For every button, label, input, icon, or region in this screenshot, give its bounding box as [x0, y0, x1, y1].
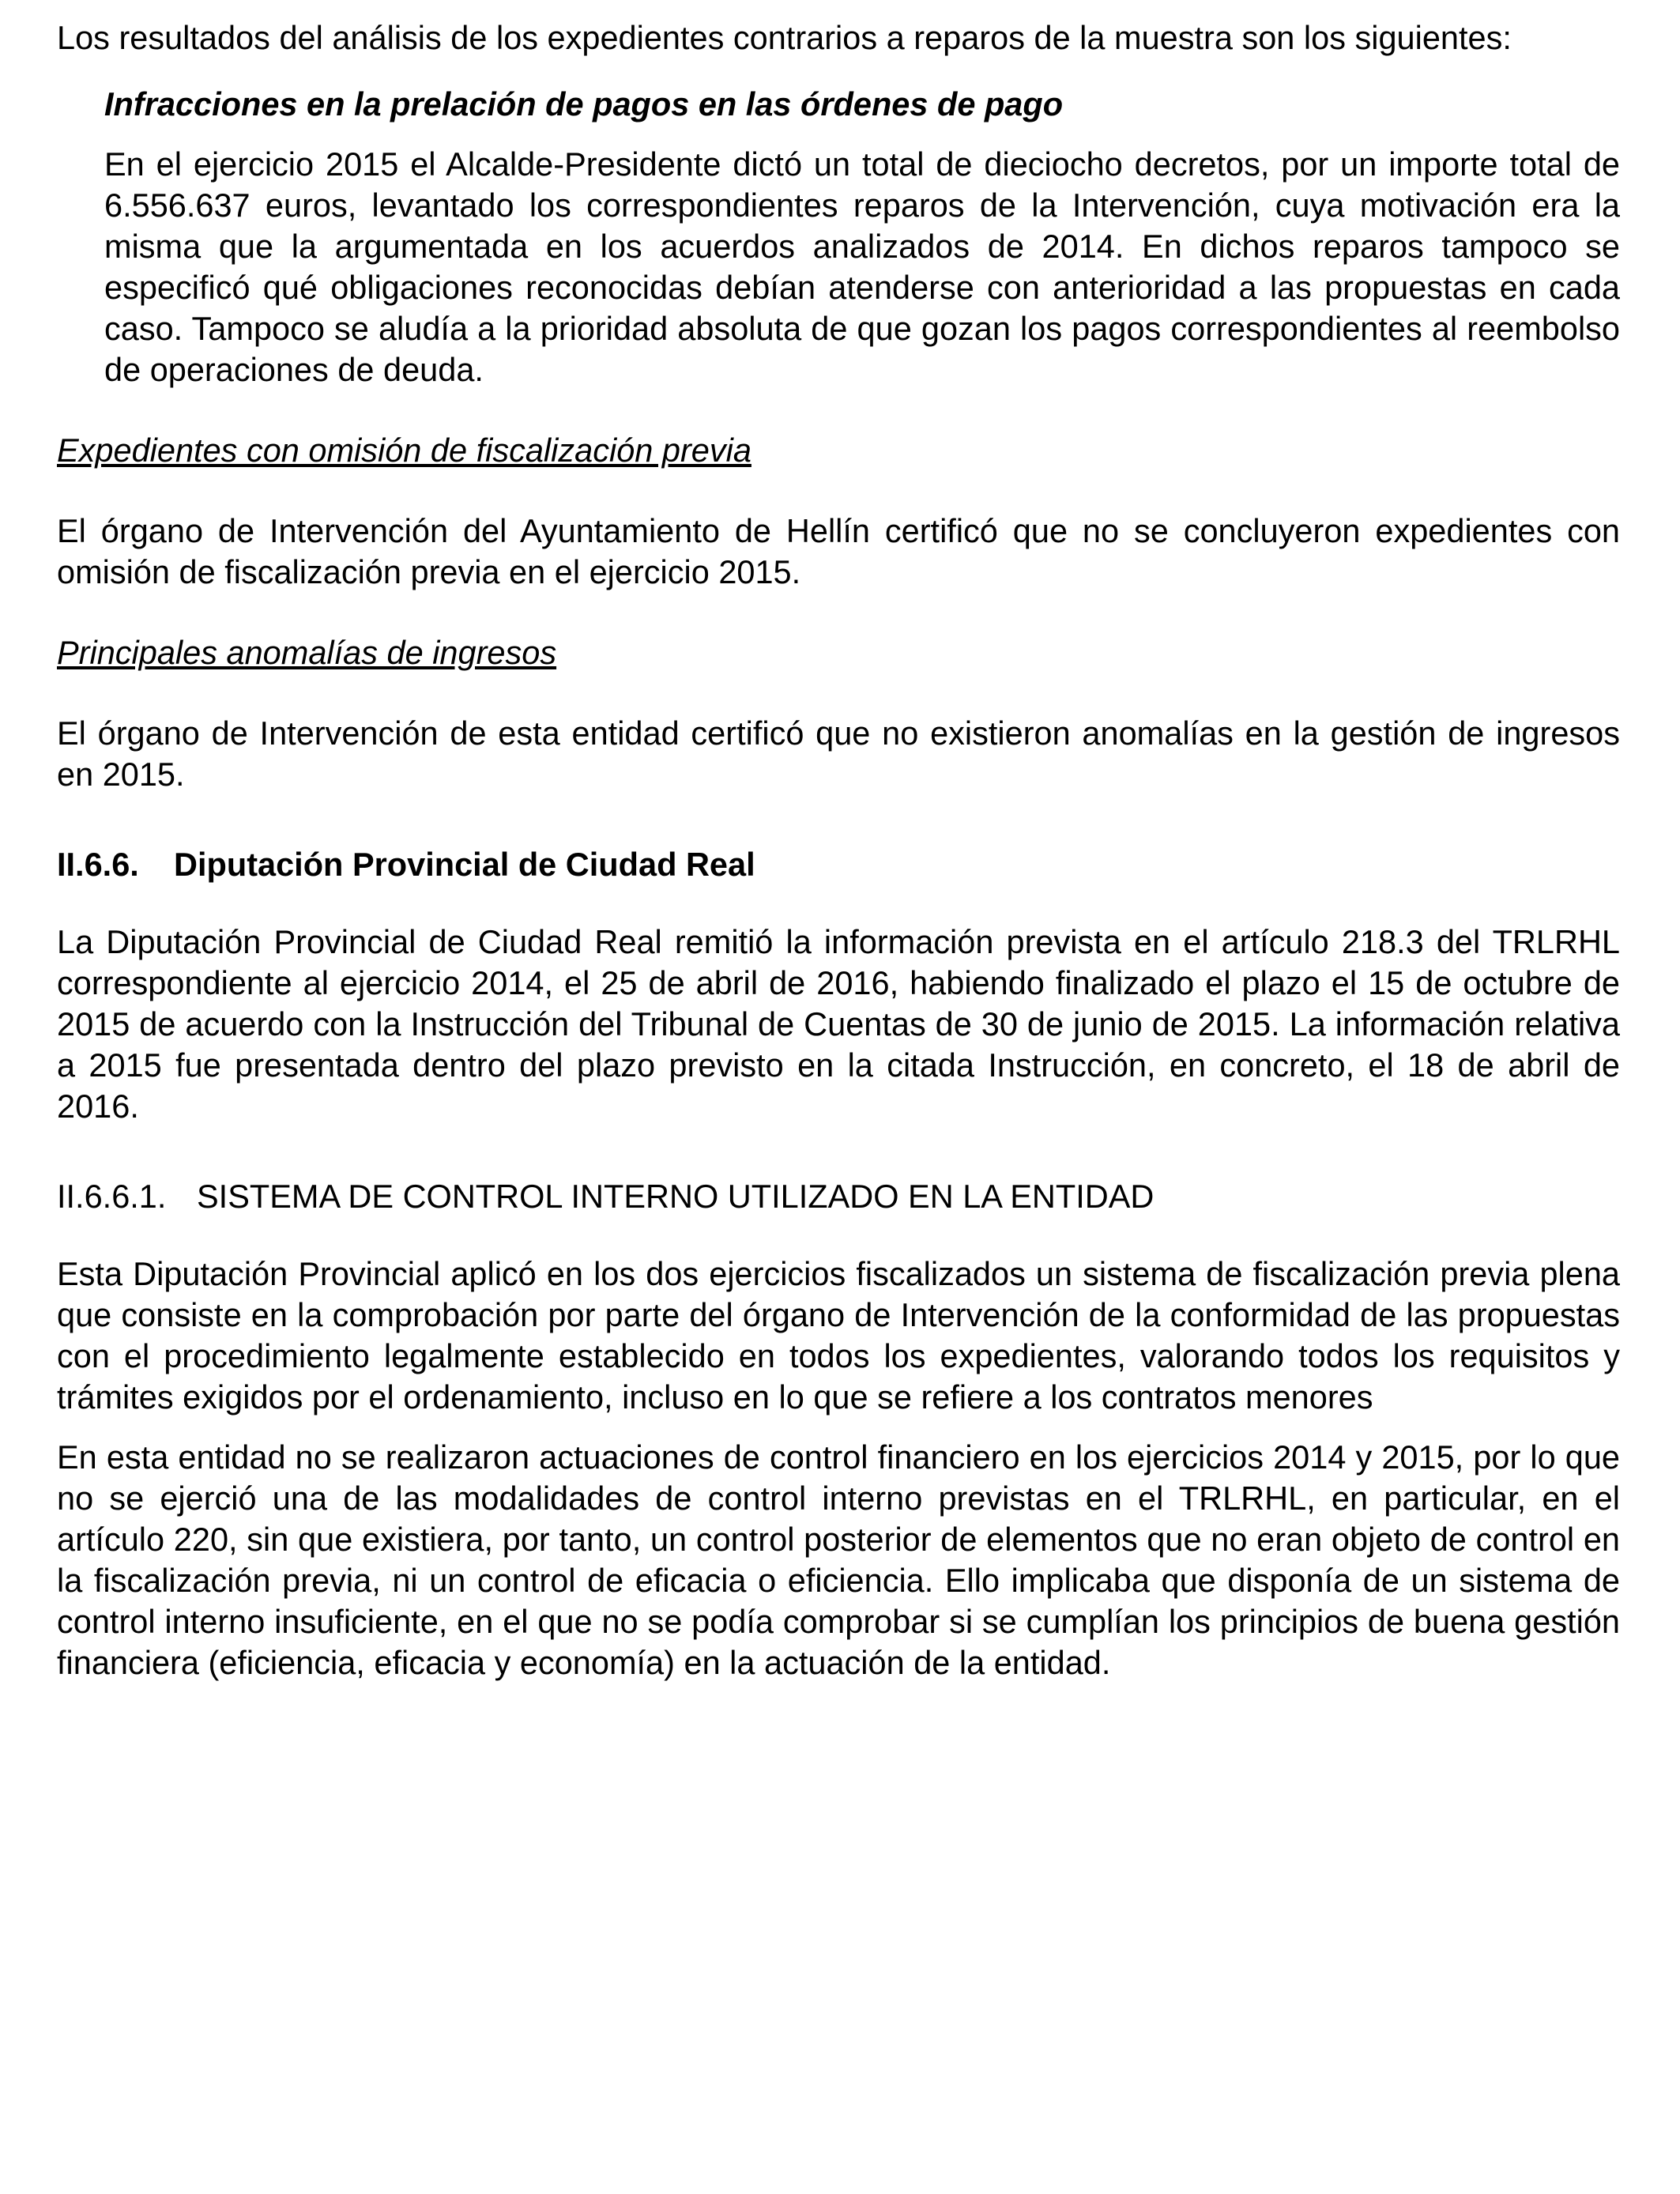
subsection-paragraph-1: Esta Diputación Provincial aplicó en los dos ejercicios fiscalizados un sistema de fiscalización previa plena que consiste en la comprobación por parte del órgano de Intervención de la conformidad de las propuestas con el procedimiento legalmente establecido en todos los expedientes, valorando todos los requisitos y trámites exigidos por el ordenamiento, incluso en lo que se refiere a los contratos menores: [57, 1255, 1620, 1416]
anomalias-heading-text: Principales anomalías de ingresos: [57, 634, 557, 671]
section-paragraph: La Diputación Provincial de Ciudad Real remitió la información prevista en el artículo 218.3 del TRLRHL correspondiente al ejercicio 2014, el 25 de abril de 2016, habiendo finalizado el plazo el 15 de octubre de 2015 de acuerdo con la Instrucción del Tribunal de Cuentas de 30 de junio de 2015. La información relativa a 2015 fue presentada dentro del plazo previsto en la citada Instrucción, en concreto, el 18 de abril de 2016.: [57, 923, 1620, 1125]
prelacion-heading: Infracciones en la prelación de pagos en las órdenes de pago: [104, 85, 1064, 123]
section-number: II.6.6.: [57, 846, 139, 883]
omision-heading: [57, 430, 1620, 471]
subsection-heading: [57, 1176, 1620, 1217]
subsection-paragraph-2: En esta entidad no se realizaron actuaciones de control financiero en los ejercicios 2014 y 2015, por lo que no se ejerció una de las modalidades de control interno previstas en el TRLRHL, en particular, en el artículo 220, sin que existiera, por tanto, un control posterior de elementos que no eran objeto de control en la fiscalización previa, ni un control de eficacia o eficiencia. Ello implicaba que disponía de un sistema de control interno insuficiente, en el que no se podía comprobar si se cumplían los principios de buena gestión financiera (eficiencia, eficacia y economía) en la actuación de la entidad.: [57, 1438, 1620, 1681]
section-heading: [57, 844, 1620, 885]
subsection-number: II.6.6.1.: [57, 1178, 167, 1215]
section-title: Diputación Provincial de Ciudad Real: [174, 846, 755, 883]
intro-paragraph: Los resultados del análisis de los expedientes contrarios a reparos de la muestra son los siguientes:: [57, 19, 1512, 56]
anomalias-heading: [57, 632, 1620, 673]
omision-paragraph: El órgano de Intervención del Ayuntamiento de Hellín certificó que no se concluyeron expedientes con omisión de fiscalización previa en el ejercicio 2015.: [57, 512, 1620, 590]
anomalias-paragraph: El órgano de Intervención de esta entidad certificó que no existieron anomalías en la gestión de ingresos en 2015.: [57, 714, 1620, 793]
omision-heading-text: Expedientes con omisión de fiscalización previa: [57, 432, 751, 469]
prelacion-paragraph: En el ejercicio 2015 el Alcalde-Presidente dictó un total de dieciocho decretos, por un importe total de 6.556.637 euros, levantado los correspondientes reparos de la Intervención, cuya motivación era la misma que la argumentada en los acuerdos analizados de 2014. En dichos reparos tampoco se especificó qué obligaciones reconocidas debían atenderse con anterioridad a las propuestas en cada caso. Tampoco se aludía a la prioridad absoluta de que gozan los pagos correspondientes al reembolso de operaciones de deuda.: [104, 145, 1620, 388]
subsection-title: SISTEMA DE CONTROL INTERNO UTILIZADO EN LA ENTIDAD: [197, 1178, 1155, 1215]
document-page: [57, 17, 1620, 1683]
